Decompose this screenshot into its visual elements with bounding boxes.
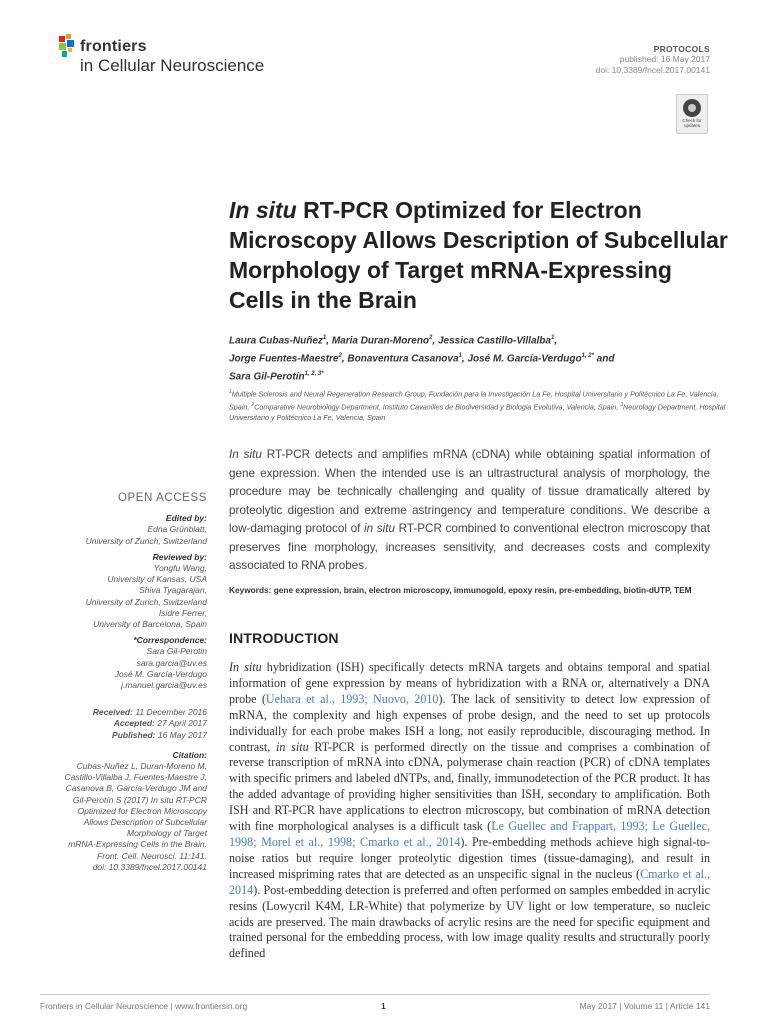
citation-line: Optimized for Electron Microscopy xyxy=(77,805,207,816)
keywords: Keywords: gene expression, brain, electron microscopy, immunogold, epoxy resin, pre-embedding, biotin-dUTP, TEM xyxy=(229,585,692,595)
section-heading-introduction: INTRODUCTION xyxy=(229,630,339,646)
article-dates xyxy=(40,707,207,741)
received-date: Received: 11 December 2016 xyxy=(92,707,207,718)
accepted-date: Accepted: 27 April 2017 xyxy=(113,718,207,729)
logo-wordmark: frontiers xyxy=(80,38,147,55)
published-date-sidebar: Published: 16 May 2017 xyxy=(112,729,207,740)
affiliation-text: Comparative Neurobiology Department, Instituto Cavanilles de Biodiversidad y Biologia Evolutiva, Valencia, Spain, xyxy=(254,402,621,412)
intro-italic: in situ xyxy=(276,739,309,754)
affiliation-text: Multiple Sclerosis and Neural Regeneration Research Group, Fundación para la Investigación La Fe, Hospital Universitario y Politécnico La Fe, Valencia, Spain, xyxy=(229,389,719,412)
article-meta-header xyxy=(596,44,710,76)
citation-line: Allows Description of Subcellular xyxy=(83,817,207,828)
published-date: published: 16 May 2017 xyxy=(619,54,710,64)
correspondence-label: *Correspondence: xyxy=(133,635,207,646)
abstract-italic: In situ xyxy=(229,448,262,461)
author-affiliation-mark: 1 xyxy=(550,335,555,341)
check-for-updates-badge[interactable] xyxy=(676,94,708,134)
author-affiliation-mark: 2 xyxy=(429,335,433,341)
doi-link[interactable]: doi: 10.3389/fncel.2017.00141 xyxy=(595,65,710,75)
author-name: Sara Gil-Perotín xyxy=(229,370,305,382)
reviewer-line: University of Zurich, Switzerland xyxy=(85,596,207,607)
author-affiliation-mark: 1 xyxy=(322,335,327,341)
editor-info xyxy=(40,524,207,546)
title-italic-part: In situ xyxy=(229,197,297,223)
citation-line: mRNA-Expressing Cells in the Brain. xyxy=(68,839,207,850)
reviewed-by-label: Reviewed by: xyxy=(152,551,207,562)
affiliation-mark: 2 xyxy=(251,401,255,408)
article-type: PROTOCOLS xyxy=(653,44,710,54)
reviewer-line: Yongfu Wang, xyxy=(153,563,207,574)
footer-journal-link[interactable]: Frontiers in Cellular Neuroscience | www.frontiersin.org xyxy=(40,1001,248,1011)
citation-link[interactable]: Le Guellec and Frappart, 1993; Le Guellec, 1998; Morel et al., 1998; Cmarko et al., 2014 xyxy=(229,819,711,849)
author-name: Bonaventura Casanova xyxy=(347,353,459,365)
citation-line: Cubas-Nuñez L, Duran-Moreno M, xyxy=(76,761,207,772)
reviewer-line: University of Kansas, USA xyxy=(107,574,207,585)
editor-line: University of Zurich, Switzerland xyxy=(85,535,207,546)
frontiers-logo-icon xyxy=(58,34,80,60)
page-number: 1 xyxy=(381,1001,386,1011)
citation-link[interactable]: Uehara et al., 1993; Nuovo, 2010 xyxy=(265,691,439,706)
intro-text: RT-PCR is performed directly on the tissue and comprises a combination of reverse transcription of mRNA into cDNA, polymerase chain reaction (PCR) of cDNA templates with specific primers and labeled dNTPs, and, finally, immunodetection of the PCR product. It has the added advantage of providing higher sensitivities than ISH, secondary to amplification. Both ISH and RT-PCR have applications to electron microscopy, but combination of mRNA detection with fine morphological analyses is a difficult task ( xyxy=(229,739,710,834)
author-name: José M. García-Verdugo xyxy=(467,353,582,365)
affiliation-mark: 3 xyxy=(620,401,624,408)
author-affiliation-mark: 1, 2* xyxy=(581,352,594,359)
affiliation-text: Neurology Department, Hospital Universitario y Politécnico La Fe, Valencia, Spain xyxy=(229,402,726,422)
author-name: Laura Cubas-Nuñez xyxy=(229,335,323,347)
intro-text: ). Pre-embedding methods achieve high signal-to-noise ratios but require longer proteolytic digestion times (tissue-damaging), and result in increased mispriming rates that are detected as an unspecific signal in the nucleus ( xyxy=(229,834,710,881)
citation-line: Front. Cell. Neurosci. 11:141. xyxy=(97,850,207,861)
open-access-label: OPEN ACCESS xyxy=(117,492,207,504)
edited-by-label: Edited by: xyxy=(165,513,207,524)
author-name: Jorge Fuentes-Maestre xyxy=(229,353,339,365)
citation-link[interactable]: Cmarko et al., 2014 xyxy=(229,866,710,897)
reviewer-line: University of Barcelona, Spain xyxy=(93,619,207,630)
correspondence-line: j.manuel.garcia@uv.es xyxy=(121,680,207,691)
correspondence-line: Sara Gil-Perotin xyxy=(146,646,207,657)
citation-line: Gil-Perotín S (2017) In situ RT-PCR xyxy=(72,794,207,805)
citation-line: Casanova B, García-Verdugo JM and xyxy=(65,783,207,794)
introduction-body xyxy=(229,660,710,962)
intro-italic: In situ xyxy=(229,660,262,674)
abstract-italic: in situ xyxy=(364,522,395,535)
abstract-text: RT-PCR detects and amplifies mRNA (cDNA) while obtaining spatial information of gene expression. When the intended use is an ultrastructural analysis of morphology, the procedure may be technically challenging and quality of tissue dramatically altered by proteolytic digestion and extreme astringency and temperature conditions. We describe a low-damaging protocol of xyxy=(229,448,710,535)
intro-text: hybridization (ISH) specifically detects mRNA targets and obtains temporal and spatial information of gene expression by means of hybridization with a RNA or, alternatively a DNA probe ( xyxy=(229,660,710,706)
article-title xyxy=(229,195,729,315)
reviewer-info xyxy=(40,563,207,630)
journal-name: in Cellular Neuroscience xyxy=(80,56,265,75)
intro-text: ). Post-embedding detection is preferred and often performed on samples embedded in acrylic resins (Lowycril K4M, LR-White) that polymerize by UV light or low temperature, so nucleic acids are preserved. The main drawbacks of acrylic resins are the need for specific equipment and trained personal for the embedding process, with low image quality results and structurally poorly defined xyxy=(229,882,710,961)
correspondence-line: José M. García-Verdugo xyxy=(114,668,207,679)
citation-line: Morphology of Target xyxy=(126,828,207,839)
correspondence-line: sara.garcia@uv.es xyxy=(136,657,207,668)
journal-logo[interactable] xyxy=(58,32,278,82)
citation-line: doi: 10.3389/fncel.2017.00141 xyxy=(92,861,207,872)
footer-issue-info: May 2017 | Volume 11 | Article 141 xyxy=(579,1001,710,1011)
reviewer-line: Shiva Tyagarajan, xyxy=(139,585,207,596)
crossmark-icon xyxy=(683,99,701,117)
affiliation-mark: 1 xyxy=(229,389,232,395)
author-affiliation-mark: 1 xyxy=(458,352,462,359)
abstract xyxy=(229,446,710,576)
citation-text xyxy=(40,761,207,873)
author-list: Laura Cubas-Nuñez$^1$, Maria Duran-Moreno$^2$, Jessica Castillo-Villalba$^1$, Jorge Fuentes-Maestre$^2$, Bonaventura Casanova$^1$, José M. García-Verdugo$^{1, 2*}$ and Sara Gil-Perotín$^{1, 2, 3*}$ xyxy=(229,335,615,382)
intro-text: ). The lack of sensitivity to detect low expression of mRNA, the complexity and high expenses of probe design, and the need to set up protocols individually for each probe makes ISH a long, not easily reproducible, discouraging method. In contrast, xyxy=(229,691,710,754)
author-affiliation-mark: 2 xyxy=(338,352,342,359)
title-main-part: RT-PCR Optimized for Electron Microscopy Allows Description of Subcellular Morphology of Target mRNA-Expressing Cells in the Brain xyxy=(229,197,728,313)
citation-line: Castillo-Villalba J, Fuentes-Maestre J, xyxy=(64,772,207,783)
author-name: Jessica Castillo-Villalba xyxy=(437,335,551,347)
abstract-text: RT-PCR combined to conventional electron microscopy that preserves fine morphology, increases sensitivity, and decreases costs and complexity associated to RNA probes. xyxy=(229,522,710,572)
footer-divider xyxy=(40,994,710,995)
reviewer-line: Isidre Ferrer, xyxy=(158,607,207,618)
author-name: Maria Duran-Moreno xyxy=(331,335,430,347)
editor-line: Edna Grünblatt, xyxy=(147,524,207,535)
affiliations xyxy=(229,387,729,423)
check-badge-label: Check for updates xyxy=(682,118,702,128)
citation-label: Citation: xyxy=(172,749,207,760)
author-affiliation-mark: 1, 2, 3* xyxy=(304,370,324,377)
correspondence-info xyxy=(40,646,207,691)
article-sidebar xyxy=(40,493,207,873)
